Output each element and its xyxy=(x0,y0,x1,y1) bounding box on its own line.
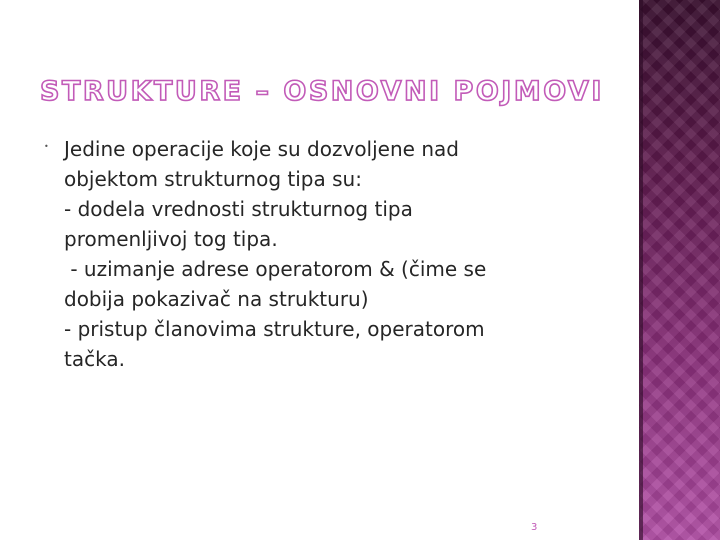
body-line-2: objektom strukturnog tipa su: xyxy=(64,167,362,191)
page-number: 3 xyxy=(531,522,538,533)
body-line-5: - uzimanje adrese operatorom & (čime se xyxy=(64,257,487,281)
bullet-list xyxy=(44,134,584,374)
body-line-1: Jedine operacije koje su dozvoljene nad xyxy=(64,137,459,161)
body-line-3: - dodela vrednosti strukturnog tipa xyxy=(64,197,413,221)
body-line-4: promenljivoj tog tipa. xyxy=(64,227,278,251)
body-line-7: - pristup članovima strukture, operatorom xyxy=(64,317,485,341)
body-line-8: tačka. xyxy=(64,347,125,371)
bullet-icon: • xyxy=(44,142,49,151)
bullet-text xyxy=(64,134,584,374)
side-strip-edge xyxy=(639,0,643,540)
decorative-side-strip xyxy=(639,0,720,540)
slide-title: STRUKTURE – OSNOVNI POJMOVI xyxy=(40,76,604,107)
bullet-item xyxy=(44,134,584,374)
body-line-6: dobija pokazivač na strukturu) xyxy=(64,287,369,311)
